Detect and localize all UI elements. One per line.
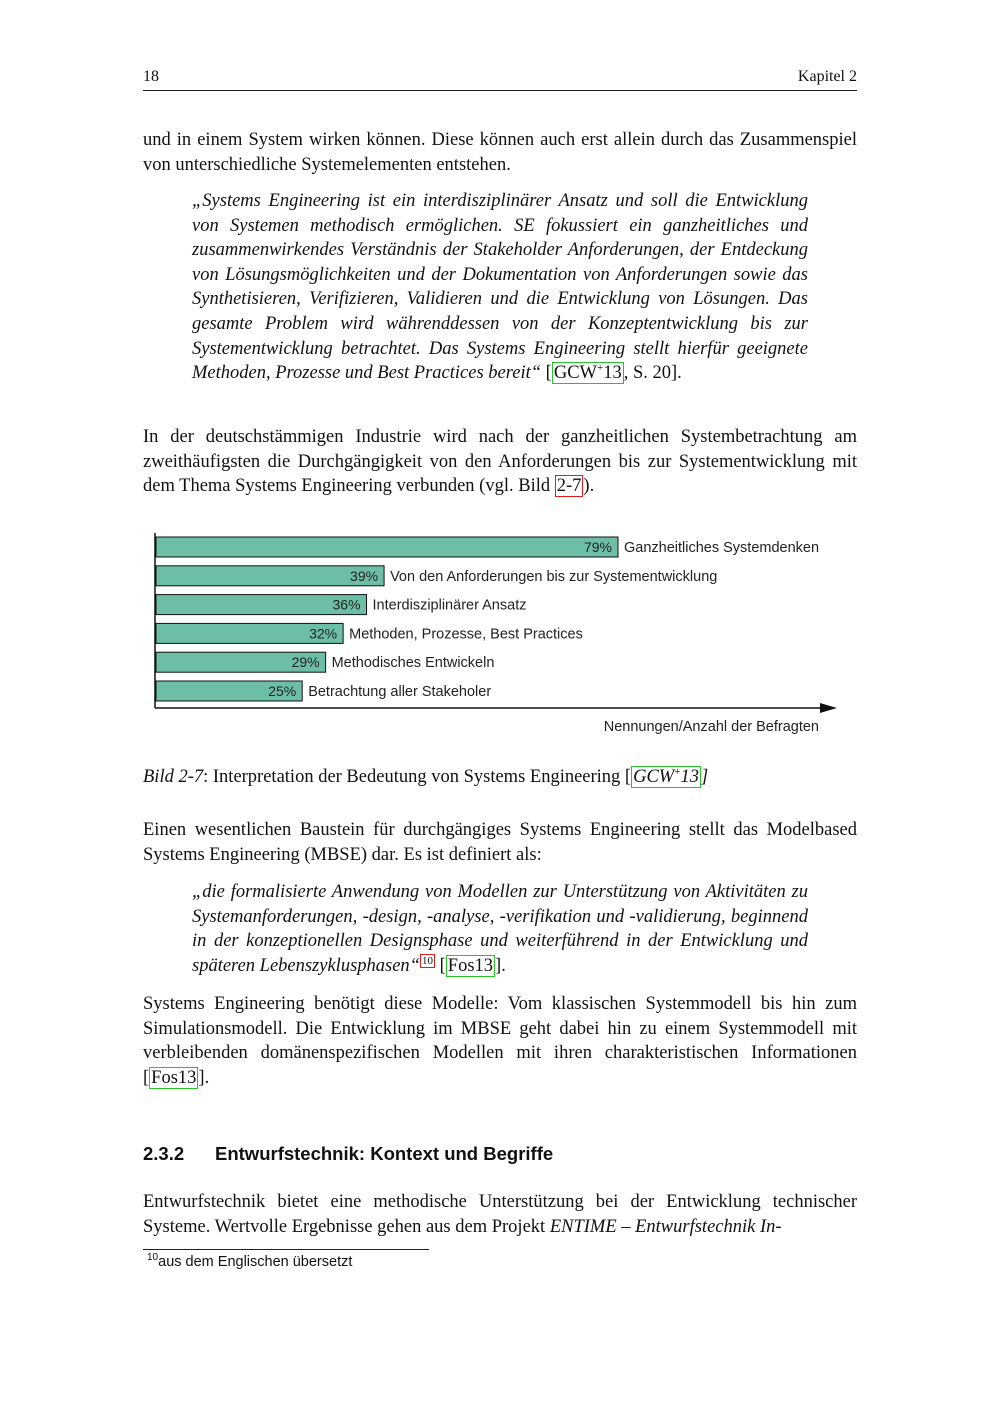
- paragraph-2: In der deutschstämmigen Industrie wird nach der ganzheitlichen Systembetrachtung am zweithäufigsten die Durchgängigkeit von den Anforderungen bis zur Systementwicklung mit dem Thema Systems Engineering verbunden (vgl. Bild 2-7 ).: [143, 427, 857, 497]
- citation-link-fos13[interactable]: Fos13: [447, 955, 494, 976]
- quote-mbse-definition: „die formalisierte Anwendung von Modellen zur Unterstützung von Aktivitäten zu Systemanforderungen, -design, -analyse, -verifikation und -validierung, beginnend in der konzeptionellen Designsphase und weiterführend in der Entwicklung und späteren Lebenszyklusphasen“ $^{10}$ [ Fos13 ].: [192, 882, 808, 976]
- citation: [ GCW+13 , S. 20].: [545, 362, 682, 384]
- footnote-rule: [143, 1249, 429, 1250]
- footnote-number: 10: [147, 1252, 159, 1264]
- bar-category-label-5: Methodisches Entwickeln: [331, 655, 495, 672]
- citation-link-gcw13[interactable]: GCW+13: [553, 362, 622, 384]
- bar-1: [156, 537, 618, 557]
- bar-value-label-6: 25%: [268, 683, 297, 699]
- caption-citation-link[interactable]: GCW+13: [633, 765, 699, 787]
- paragraph-1: und in einem System wirken können. Diese können auch erst allein durch das Zusammenspiel von unterschiedliche Systemelementen entstehen.: [143, 130, 857, 175]
- section-title: Entwurfstechnik: Kontext und Begriffe: [215, 1143, 554, 1164]
- bar-value-label-2: 39%: [350, 567, 379, 584]
- chapter-title: Kapitel 2: [797, 68, 857, 85]
- footnote-mark-link[interactable]: 10: [421, 954, 433, 967]
- bar-value-label-5: 29%: [291, 654, 320, 671]
- bar-category-label-3: Interdisziplinärer Ansatz: [372, 597, 527, 614]
- figure-caption: Bild 2-7: Interpretation der Bedeutung von Systems Engineering [ GCW+13 ]: [143, 765, 709, 787]
- bar-category-label-2: Von den Anforderungen bis zur Systementwicklung: [390, 568, 718, 585]
- x-axis-arrow: [820, 703, 837, 713]
- paragraph-3: Einen wesentlichen Baustein für durchgängiges Systems Engineering stellt das Modelbased Systems Engineering (MBSE) dar. Es ist definiert als:: [143, 820, 857, 865]
- bar-value-label-4: 32%: [309, 625, 338, 642]
- bar-category-label-6: Betrachtung aller Stakeholer: [308, 684, 492, 700]
- quote-text: „Systems Engineering ist ein interdisziplinärer Ansatz und soll die Entwicklung von Systemen methodisch ermöglichen. SE fokussiert ein ganzheitliches und zusammenwirkendes Verständnis der Stakeholder Anforderungen, der Entdeckung von Lösungsmöglichkeiten und der Dokumentation von Anforderungen sowie das Synthetisieren, Verifizieren, Validieren und die Entwicklung von Lösungen. Das gesamte Problem wird währenddessen von der Konzeptentwicklung bis zur Systementwicklung betrachtet. Das Systems Engineering stellt hierfür geeignete Methoden, Prozesse und Best Practices bereit“: [192, 191, 808, 384]
- page-number: 18: [143, 68, 159, 85]
- bar-category-label-1: Ganzheitliches Systemdenken: [624, 540, 820, 556]
- bar-value-label-3: 36%: [332, 596, 361, 613]
- bar-category-label-4: Methoden, Prozesse, Best Practices: [349, 626, 583, 643]
- bar-chart: [140, 528, 860, 743]
- quote-se-definition: [192, 189, 808, 386]
- x-axis-label: Nennungen/Anzahl der Befragten: [603, 719, 819, 735]
- section-heading: [143, 1143, 553, 1165]
- paragraph-4: Systems Engineering benötigt diese Modelle: Vom klassischen Systemmodell bis hin zum Simulationsmodell. Die Entwicklung im MBSE geht dabei hin zu einem Systemmodell mit verbleibenden domänenspezifischen Modellen mit ihren charakteristischen Informationen [ Fos13 ].: [143, 994, 857, 1088]
- paragraph-5: Entwurfstechnik bietet eine methodische Unterstützung bei der Entwicklung technischer Systeme. Wertvolle Ergebnisse gehen aus dem Projekt ENTIME – Entwurfstechnik In-: [143, 1192, 857, 1237]
- figure-ref-link[interactable]: 2-7: [556, 476, 582, 497]
- footnote: [147, 1254, 352, 1270]
- bar-value-label-1: 79%: [583, 539, 612, 555]
- section-number: 2.3.2: [143, 1143, 185, 1164]
- footnote-text: aus dem Englischen übersetzt: [158, 1254, 353, 1270]
- citation-link-fos13-2[interactable]: Fos13: [151, 1067, 197, 1088]
- page-header: [143, 66, 857, 91]
